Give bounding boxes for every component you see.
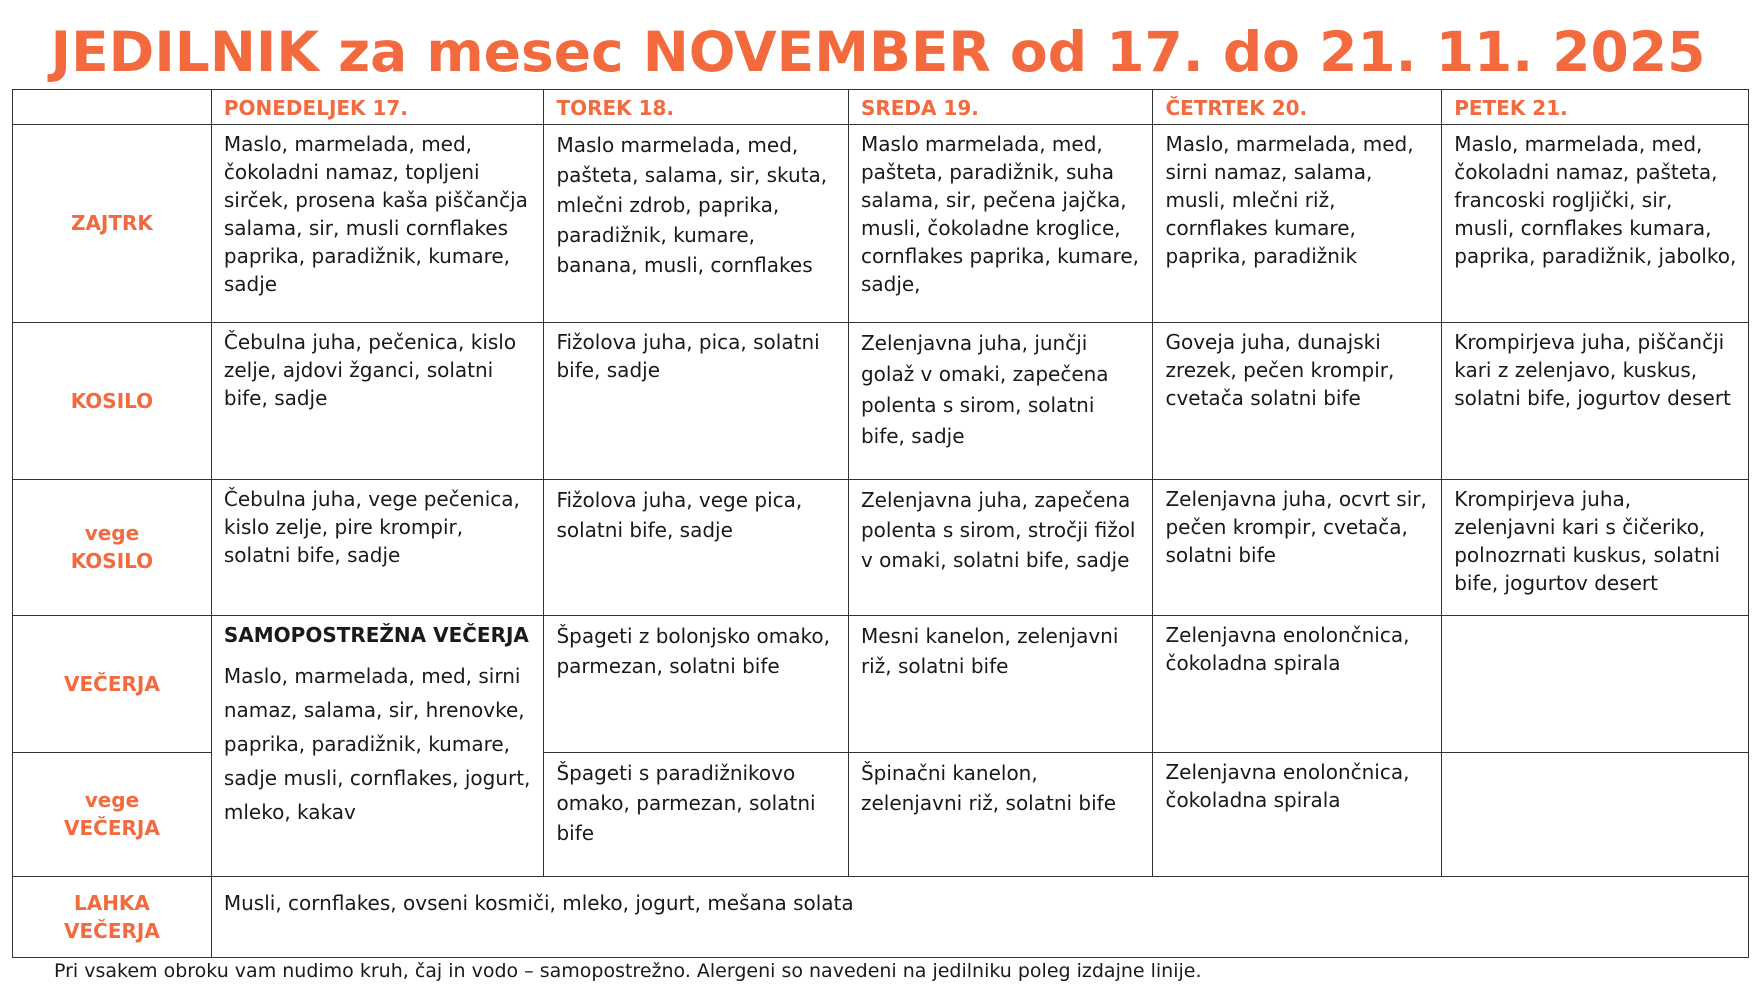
zajtrk-wednesday: Maslo marmelada, med, pašteta, paradižnik, suha salama, sir, pečena jajčka, musli, čokoladne kroglice, cornflakes paprika, kumare, sadje, bbox=[848, 124, 1153, 322]
row-label-vege-vecerja bbox=[13, 752, 212, 876]
vege-vecerja-tuesday: Špageti s paradižnikovo omako, parmezan, solatni bife bbox=[544, 752, 849, 876]
menu-table bbox=[12, 89, 1749, 958]
vege-vecerja-wednesday: Špinačni kanelon, zelenjavni riž, solatni bife bbox=[848, 752, 1153, 876]
kosilo-tuesday: Fižolova juha, pica, solatni bife, sadje bbox=[544, 322, 849, 479]
row-label-lahka-vecerja bbox=[13, 876, 212, 957]
row-label-kosilo: KOSILO bbox=[13, 322, 212, 479]
zajtrk-thursday: Maslo, marmelada, med, sirni namaz, salama, musli, mlečni riž, cornflakes kumare, paprika, paradižnik bbox=[1153, 124, 1442, 322]
row-label-vecerja: VEČERJA bbox=[13, 615, 212, 752]
row-lahka-vecerja bbox=[13, 876, 1749, 957]
vecerja-tuesday: Špageti z bolonjsko omako, parmezan, solatni bife bbox=[544, 615, 849, 752]
header-row bbox=[13, 90, 1749, 125]
vege-kosilo-monday: Čebulna juha, vege pečenica, kislo zelje, pire krompir, solatni bife, sadje bbox=[211, 479, 544, 615]
page-title: JEDILNIK za mesec NOVEMBER od 17. do 21. 11. 2025 bbox=[50, 20, 1706, 84]
vecerja-wednesday: Mesni kanelon, zelenjavni riž, solatni bife bbox=[848, 615, 1153, 752]
day-header-friday: PETEK 21. bbox=[1442, 90, 1749, 125]
row-label-lahka-vecerja-line2: VEČERJA bbox=[64, 918, 160, 943]
day-header-thursday: ČETRTEK 20. bbox=[1153, 90, 1442, 125]
vecerja-friday bbox=[1442, 615, 1749, 752]
vege-kosilo-friday: Krompirjeva juha, zelenjavni kari s čičeriko, polnozrnati kuskus, solatni bife, jogurtov desert bbox=[1442, 479, 1749, 615]
samopostrezna-vecerja-heading: SAMOPOSTREŽNA VEČERJA bbox=[223, 622, 529, 647]
kosilo-wednesday: Zelenjavna juha, junčji golaž v omaki, zapečena polenta s sirom, solatni bife, sadje bbox=[848, 322, 1153, 479]
row-vecerja bbox=[13, 615, 1749, 752]
lahka-vecerja-all-days: Musli, cornflakes, ovseni kosmiči, mleko, jogurt, mešana solata bbox=[211, 876, 1748, 957]
vecerja-monday bbox=[211, 615, 544, 876]
row-label-zajtrk: ZAJTRK bbox=[13, 124, 212, 322]
day-header-tuesday: TOREK 18. bbox=[544, 90, 849, 125]
row-label-vege-kosilo bbox=[13, 479, 212, 615]
zajtrk-tuesday: Maslo marmelada, med, pašteta, salama, sir, skuta, mlečni zdrob, paprika, paradižnik, kumare, banana, musli, cornflakes bbox=[544, 124, 849, 322]
kosilo-friday: Krompirjeva juha, piščančji kari z zelenjavo, kuskus, solatni bife, jogurtov desert bbox=[1442, 322, 1749, 479]
samopostrezna-vecerja-text: Maslo, marmelada, med, sirni namaz, salama, sir, hrenovke, paprika, paradižnik, kumare, sadje musli, cornflakes, jogurt, mleko, kakav bbox=[223, 663, 531, 824]
row-label-vege-kosilo-line1: vege bbox=[84, 521, 140, 546]
vege-kosilo-tuesday: Fižolova juha, vege pica, solatni bife, sadje bbox=[544, 479, 849, 615]
row-label-vege-vecerja-line2: VEČERJA bbox=[64, 816, 160, 841]
vege-vecerja-friday bbox=[1442, 752, 1749, 876]
row-kosilo bbox=[13, 322, 1749, 479]
day-header-monday: PONEDELJEK 17. bbox=[211, 90, 544, 125]
zajtrk-monday: Maslo, marmelada, med, čokoladni namaz, topljeni sirček, prosena kaša piščančja salama, sir, musli cornflakes paprika, paradižnik, kumare, sadje bbox=[211, 124, 544, 322]
row-label-vege-kosilo-line2: KOSILO bbox=[70, 549, 154, 574]
footer-note: Pri vsakem obroku vam nudimo kruh, čaj in vodo – samopostrežno. Alergeni so navedeni na jedilniku poleg izdajne linije. bbox=[54, 960, 1202, 982]
kosilo-thursday: Goveja juha, dunajski zrezek, pečen krompir, cvetača solatni bife bbox=[1153, 322, 1442, 479]
kosilo-monday: Čebulna juha, pečenica, kislo zelje, ajdovi žganci, solatni bife, sadje bbox=[211, 322, 544, 479]
vege-vecerja-thursday: Zelenjavna enolončnica, čokoladna spirala bbox=[1153, 752, 1442, 876]
row-label-vege-vecerja-line1: vege bbox=[84, 788, 140, 813]
vecerja-thursday: Zelenjavna enolončnica, čokoladna spirala bbox=[1153, 615, 1442, 752]
row-zajtrk bbox=[13, 124, 1749, 322]
zajtrk-friday: Maslo, marmelada, med, čokoladni namaz, pašteta, francoski rogljički, sir, musli, cornflakes kumara, paprika, paradižnik, jabolko, bbox=[1442, 124, 1749, 322]
row-vege-kosilo bbox=[13, 479, 1749, 615]
corner-cell bbox=[13, 90, 212, 125]
row-label-lahka-vecerja-line1: LAHKA bbox=[73, 890, 150, 915]
day-header-wednesday: SREDA 19. bbox=[848, 90, 1153, 125]
vege-kosilo-wednesday: Zelenjavna juha, zapečena polenta s sirom, stročji fižol v omaki, solatni bife, sadje bbox=[848, 479, 1153, 615]
vege-kosilo-thursday: Zelenjavna juha, ocvrt sir, pečen krompir, cvetača, solatni bife bbox=[1153, 479, 1442, 615]
